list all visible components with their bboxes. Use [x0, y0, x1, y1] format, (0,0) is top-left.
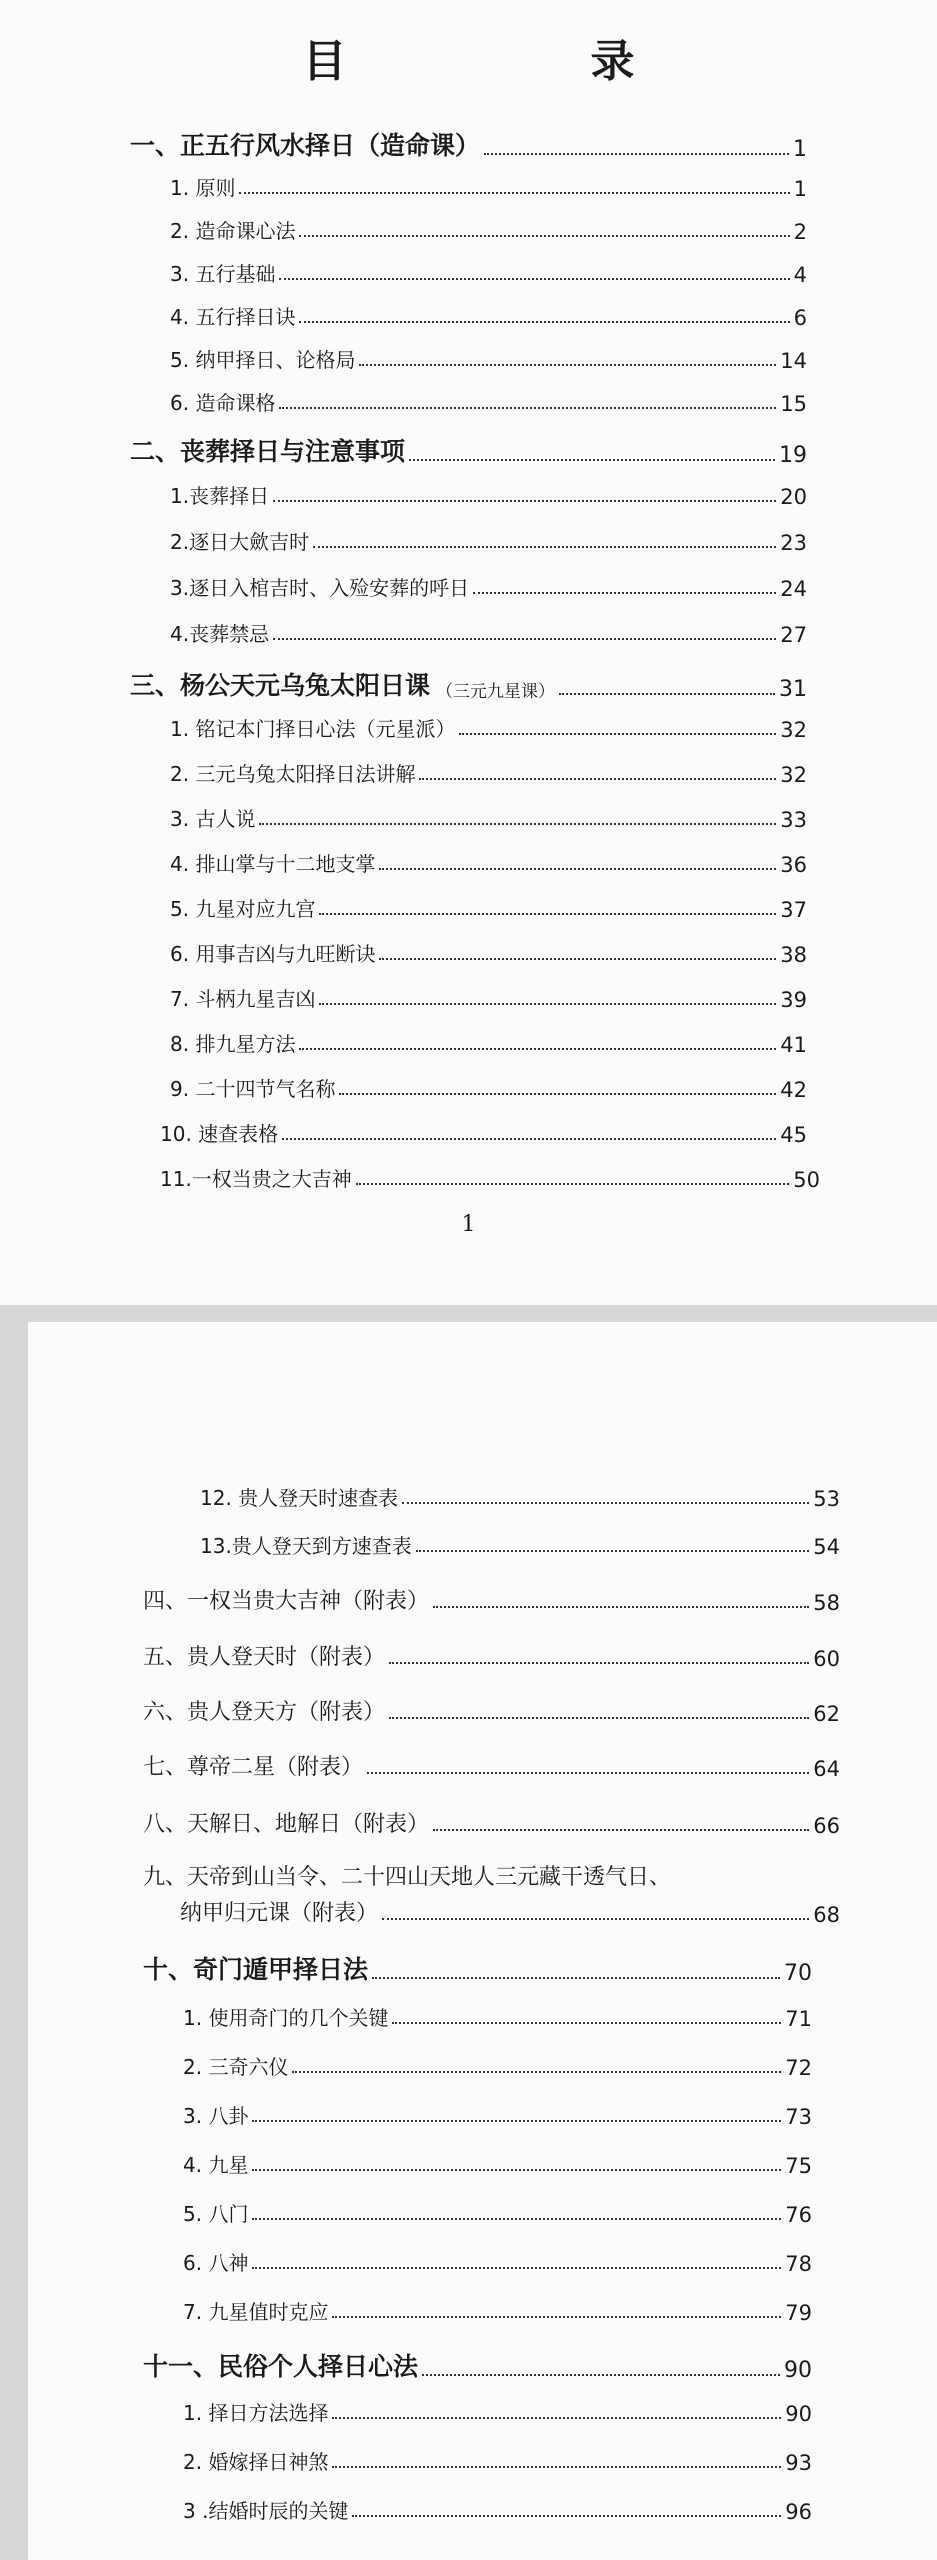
leader-dots — [389, 1717, 809, 1719]
toc-label: 9. 二十四节气名称 — [170, 1077, 336, 1101]
toc-page-num: 20 — [780, 485, 807, 509]
toc-page-num: 15 — [780, 392, 807, 416]
toc-item — [200, 1530, 840, 1559]
leader-dots — [279, 407, 776, 409]
toc-section-9-line2 — [180, 1896, 840, 1927]
toc-page-num: 50 — [793, 1168, 820, 1192]
leader-dots — [292, 2071, 781, 2073]
leader-dots — [339, 1093, 776, 1095]
toc-page-num: 27 — [780, 623, 807, 647]
toc-item — [160, 1118, 807, 1147]
leader-dots — [459, 733, 776, 735]
toc-page-num: 31 — [779, 677, 807, 702]
leader-dots — [273, 638, 776, 640]
leader-dots — [259, 823, 776, 825]
toc-item — [170, 526, 807, 555]
toc-label: 6. 八神 — [183, 2251, 249, 2275]
toc-label: 四、一权当贵大吉神（附表） — [143, 1589, 430, 1614]
leader-dots — [409, 459, 775, 461]
leader-dots — [359, 364, 776, 366]
toc-page-num: 62 — [813, 1702, 840, 1726]
toc-label: 7. 九星值时克应 — [183, 2300, 329, 2324]
toc-label: 一、正五行风水择日（造命课） — [130, 131, 481, 160]
toc-label: 7. 斗柄九星吉凶 — [170, 987, 316, 1011]
toc-page-num: 75 — [785, 2154, 812, 2178]
toc-section-7 — [143, 1750, 840, 1781]
leader-dots — [379, 958, 776, 960]
toc-label: 4.丧葬禁忌 — [170, 622, 270, 646]
toc-page-num: 4 — [793, 263, 807, 287]
toc-label: 十一、民俗个人择日心法 — [143, 2352, 419, 2381]
toc-item — [170, 848, 807, 877]
toc-label: 1. 择日方法选择 — [183, 2401, 329, 2425]
leader-dots — [484, 153, 789, 155]
toc-page-num: 41 — [780, 1033, 807, 1057]
toc-page-num: 23 — [780, 531, 807, 555]
toc-label: 八、天解日、地解日（附表） — [143, 1812, 430, 1837]
page-title: 目 录 — [302, 36, 735, 87]
toc-page-num: 6 — [793, 306, 807, 330]
toc-label: 七、尊帝二星（附表） — [143, 1755, 364, 1780]
toc-label: 5. 八门 — [183, 2202, 249, 2226]
leader-dots — [473, 592, 776, 594]
toc-page-num: 32 — [780, 718, 807, 742]
toc-label: 13.贵人登天到方速查表 — [200, 1534, 412, 1558]
toc-item — [170, 215, 807, 244]
toc-page-num: 39 — [780, 988, 807, 1012]
toc-label: 2. 三元乌兔太阳择日法讲解 — [170, 762, 416, 786]
toc-label: 3. 八卦 — [183, 2104, 249, 2128]
leader-dots — [282, 1138, 776, 1140]
toc-item — [170, 1028, 807, 1057]
toc-label: 4. 五行择日诀 — [170, 305, 296, 329]
leader-dots — [372, 1977, 780, 1979]
toc-page-num: 45 — [780, 1123, 807, 1147]
toc-item — [170, 387, 807, 416]
toc-item — [183, 2149, 812, 2178]
toc-page-num: 38 — [780, 943, 807, 967]
toc-page-num: 54 — [813, 1535, 840, 1559]
toc-item — [170, 803, 807, 832]
toc-section-4 — [143, 1584, 840, 1615]
leader-dots — [252, 2120, 781, 2122]
toc-section-1 — [130, 126, 807, 162]
toc-item — [183, 2495, 812, 2524]
leader-dots — [356, 1183, 789, 1185]
leader-dots — [252, 2218, 781, 2220]
toc-label: 1. 使用奇门的几个关键 — [183, 2006, 389, 2030]
toc-label: 6. 造命课格 — [170, 391, 276, 415]
toc-item — [170, 893, 807, 922]
toc-item — [183, 2100, 812, 2129]
toc-page-2 — [28, 1322, 937, 2560]
toc-label: 二、丧葬择日与注意事项 — [130, 437, 406, 466]
toc-page-num: 1 — [793, 177, 807, 201]
leader-dots — [319, 913, 776, 915]
toc-label: 12. 贵人登天时速查表 — [200, 1486, 399, 1510]
toc-label: 六、贵人登天方（附表） — [143, 1700, 386, 1725]
toc-label: 11.一权当贵之大吉神 — [160, 1167, 352, 1191]
leader-dots — [239, 192, 789, 194]
toc-label: 1. 原则 — [170, 176, 236, 200]
toc-page-num: 37 — [780, 898, 807, 922]
toc-section-11 — [143, 2347, 812, 2383]
toc-item — [170, 618, 807, 647]
toc-page-num: 78 — [785, 2252, 812, 2276]
toc-page-num: 66 — [813, 1814, 840, 1838]
toc-item — [183, 2198, 812, 2227]
toc-label: 5. 纳甲择日、论格局 — [170, 348, 356, 372]
toc-page-num: 90 — [784, 2358, 812, 2383]
toc-section-10 — [143, 1950, 812, 1986]
toc-label: 8. 排九星方法 — [170, 1032, 296, 1056]
toc-page-num: 36 — [780, 853, 807, 877]
toc-note: （三元九星课） — [436, 682, 556, 702]
leader-dots — [379, 868, 776, 870]
toc-label: 3.逐日入棺吉时、入殓安葬的呼日 — [170, 576, 470, 600]
toc-item — [200, 1482, 840, 1511]
toc-label: 4. 排山掌与十二地支掌 — [170, 852, 376, 876]
toc-label: 2. 三奇六仪 — [183, 2055, 289, 2079]
toc-item — [170, 983, 807, 1012]
toc-page-num: 90 — [785, 2402, 812, 2426]
toc-page-num: 73 — [785, 2105, 812, 2129]
toc-item — [183, 2397, 812, 2426]
toc-label: 3. 五行基础 — [170, 262, 276, 286]
toc-item — [170, 258, 807, 287]
toc-page-num: 2 — [793, 220, 807, 244]
toc-item — [170, 172, 807, 201]
toc-page-num: 14 — [780, 349, 807, 373]
toc-label: 纳甲归元课（附表） — [180, 1901, 379, 1926]
toc-section-5 — [143, 1640, 840, 1671]
toc-page-num: 60 — [813, 1647, 840, 1671]
toc-item — [170, 713, 807, 742]
leader-dots — [382, 1918, 809, 1920]
toc-page-num: 71 — [785, 2007, 812, 2031]
leader-dots — [416, 1550, 809, 1552]
leader-dots — [389, 1662, 809, 1664]
toc-label: 1. 铭记本门择日心法（元星派） — [170, 717, 456, 741]
toc-item — [170, 301, 807, 330]
toc-section-8 — [143, 1807, 840, 1838]
toc-item — [170, 1073, 807, 1102]
toc-label: 6. 用事吉凶与九旺断诀 — [170, 942, 376, 966]
toc-item — [183, 2296, 812, 2325]
toc-label: 3. 古人说 — [170, 807, 256, 831]
toc-page-num: 93 — [785, 2451, 812, 2475]
leader-dots — [332, 2466, 781, 2468]
leader-dots — [392, 2022, 781, 2024]
toc-label: 5. 九星对应九宫 — [170, 897, 316, 921]
toc-label: 10. 速查表格 — [160, 1122, 279, 1146]
toc-page-num: 96 — [785, 2500, 812, 2524]
toc-page-num: 1 — [793, 137, 807, 162]
leader-dots — [352, 2515, 781, 2517]
leader-dots — [313, 546, 776, 548]
leader-dots — [252, 2267, 781, 2269]
toc-label: 2. 造命课心法 — [170, 219, 296, 243]
toc-page-num: 53 — [813, 1487, 840, 1511]
leader-dots — [299, 1048, 776, 1050]
leader-dots — [252, 2169, 781, 2171]
toc-label: 3 .结婚时辰的关键 — [183, 2499, 349, 2523]
leader-dots — [332, 2316, 781, 2318]
toc-item — [160, 1163, 820, 1192]
toc-page-num: 32 — [780, 763, 807, 787]
toc-label: 4. 九星 — [183, 2153, 249, 2177]
toc-item — [170, 758, 807, 787]
toc-section-2 — [130, 432, 807, 468]
toc-item — [170, 572, 807, 601]
toc-page-num: 58 — [813, 1591, 840, 1615]
leader-dots — [433, 1606, 809, 1608]
leader-dots — [279, 278, 789, 280]
toc-item — [183, 2446, 812, 2475]
leader-dots — [332, 2417, 781, 2419]
toc-label: 十、奇门遁甲择日法 — [143, 1955, 369, 1984]
toc-label: 五、贵人登天时（附表） — [143, 1645, 386, 1670]
leader-dots — [319, 1003, 776, 1005]
toc-page-num: 70 — [784, 1961, 812, 1986]
toc-page-num: 76 — [785, 2203, 812, 2227]
toc-label: 1.丧葬择日 — [170, 484, 270, 508]
toc-page-num: 19 — [779, 443, 807, 468]
leader-dots — [299, 235, 789, 237]
toc-page-num: 24 — [780, 577, 807, 601]
toc-section-9-line1: 九、天帝到山当令、二十四山天地人三元藏干透气日、 — [143, 1865, 672, 1890]
toc-page-num: 33 — [780, 808, 807, 832]
toc-page-num: 68 — [813, 1903, 840, 1927]
toc-page-num: 79 — [785, 2301, 812, 2325]
toc-label: 2.逐日大歛吉时 — [170, 530, 310, 554]
toc-label: 2. 婚嫁择日神煞 — [183, 2450, 329, 2474]
toc-item — [183, 2051, 812, 2080]
toc-section-3 — [130, 666, 807, 702]
toc-item — [183, 2002, 812, 2031]
leader-dots — [433, 1829, 809, 1831]
leader-dots — [367, 1772, 809, 1774]
toc-item — [170, 938, 807, 967]
toc-page-num: 72 — [785, 2056, 812, 2080]
toc-item — [170, 480, 807, 509]
page-number: 1 — [461, 1212, 476, 1237]
leader-dots — [419, 778, 776, 780]
toc-item — [183, 2247, 812, 2276]
leader-dots — [559, 693, 775, 695]
toc-label: 三、杨公天元乌兔太阳日课 — [130, 671, 431, 700]
toc-page-num: 42 — [780, 1078, 807, 1102]
toc-page-num: 64 — [813, 1757, 840, 1781]
leader-dots — [422, 2374, 780, 2376]
toc-section-6 — [143, 1695, 840, 1726]
leader-dots — [273, 500, 776, 502]
leader-dots — [299, 321, 789, 323]
toc-item — [170, 344, 807, 373]
leader-dots — [402, 1502, 809, 1504]
